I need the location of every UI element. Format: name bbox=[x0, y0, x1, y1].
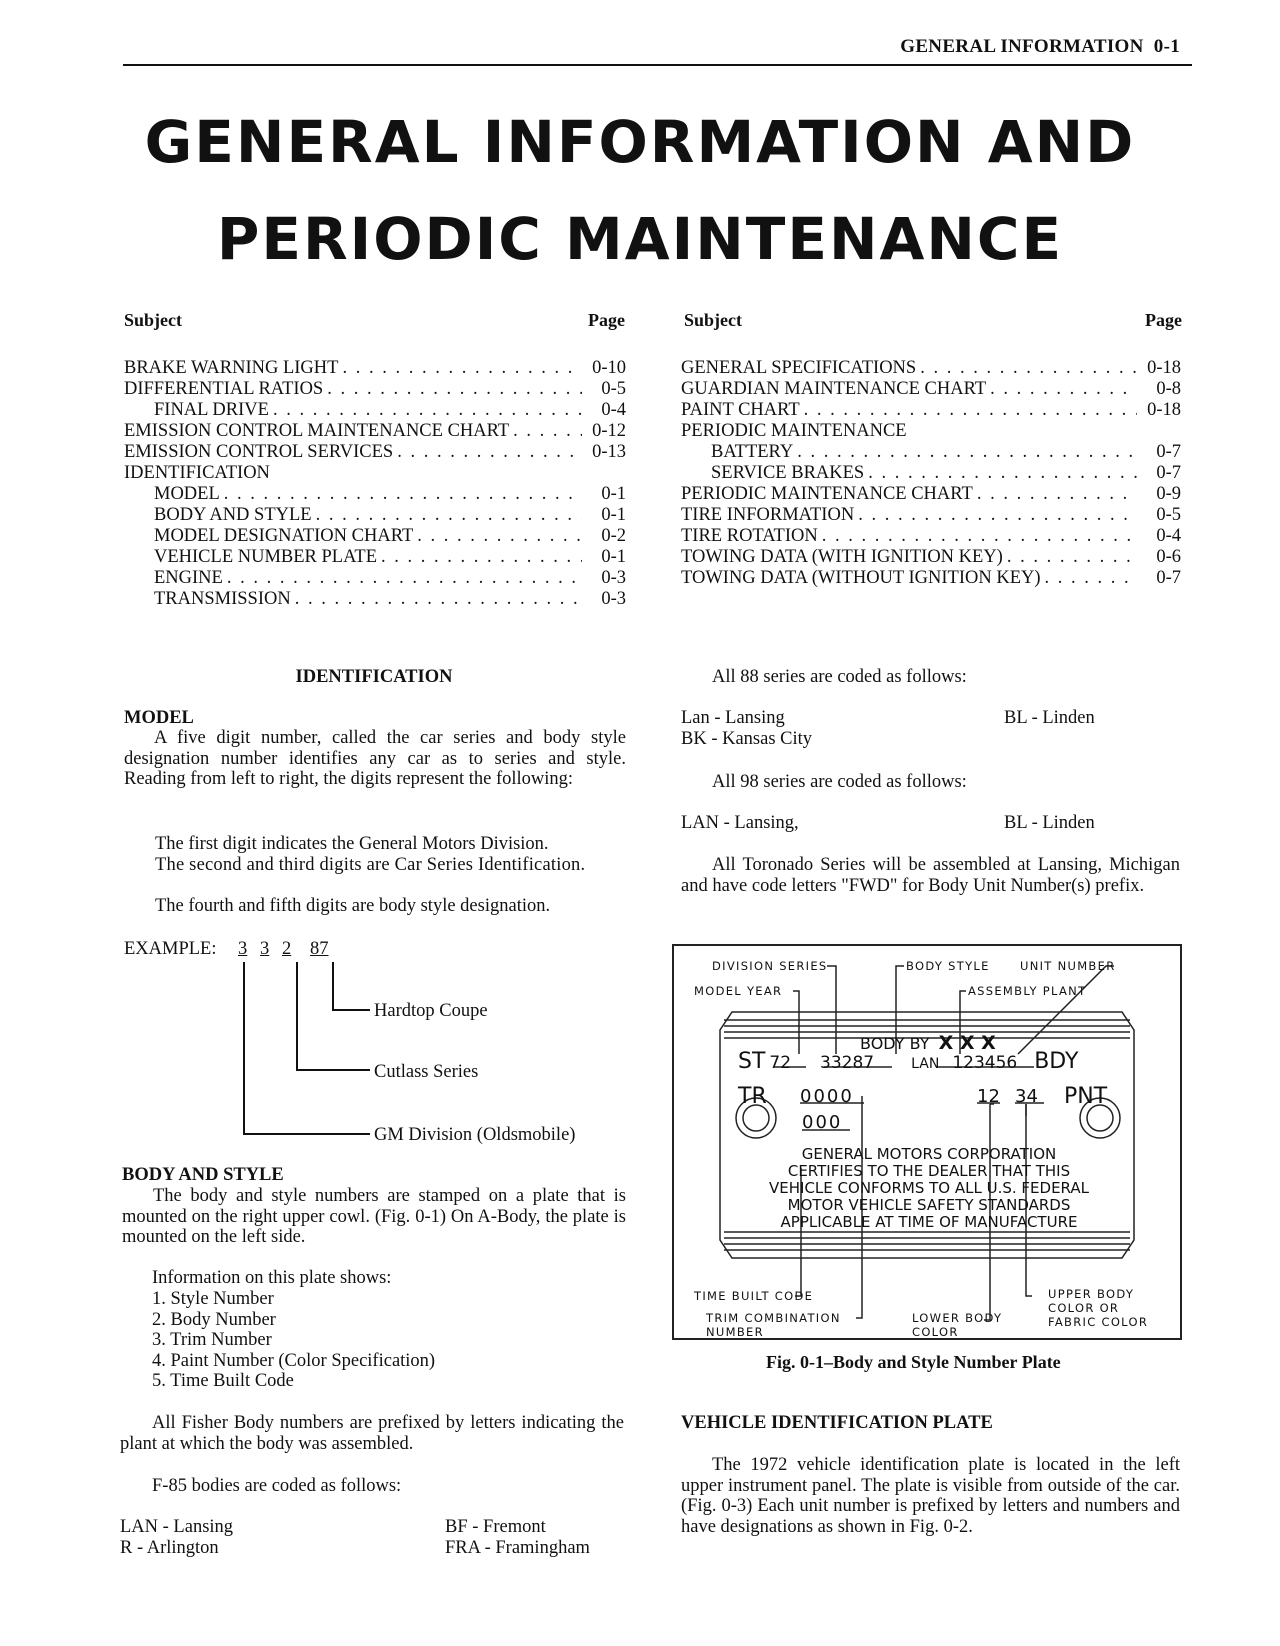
toc-leader-dots bbox=[1007, 547, 1137, 568]
plant-code: LAN - Lansing, bbox=[681, 813, 799, 833]
running-header bbox=[900, 36, 1180, 58]
plate-row-st bbox=[738, 1049, 1079, 1074]
callout-trim-combination bbox=[706, 1311, 841, 1339]
toc-entry-title: VEHICLE NUMBER PLATE bbox=[154, 547, 378, 567]
toc-entry-page: 0-10 bbox=[592, 358, 626, 378]
plate-cert-line: APPLICABLE AT TIME OF MANUFACTURE bbox=[780, 1213, 1078, 1231]
plate-year: 72 bbox=[769, 1053, 792, 1073]
toc-entry-page: 0-7 bbox=[1156, 568, 1181, 588]
s98-codes-col2 bbox=[1004, 813, 1095, 834]
plant-code: BK - Kansas City bbox=[681, 728, 813, 749]
toc-entry-title: TIRE ROTATION bbox=[681, 526, 818, 546]
vip-paragraph: The 1972 vehicle identification plate is located in the left upper instrument panel. The plate is visible from outside of the car. (Fig. 0-3) Each unit number is prefixed by letters and numbers and have designations as shown in Fig. 0-2. bbox=[681, 1455, 1180, 1537]
info-list bbox=[152, 1289, 435, 1392]
f85-codes-col1 bbox=[120, 1517, 233, 1558]
running-head-text: GENERAL INFORMATION bbox=[900, 36, 1144, 57]
f85-intro: F-85 bodies are coded as follows: bbox=[152, 1476, 402, 1496]
title-line-2: PERIODIC MAINTENANCE bbox=[216, 205, 1064, 273]
toc-leader-dots bbox=[990, 379, 1137, 400]
toc-entry-title: EMISSION CONTROL SERVICES bbox=[124, 442, 394, 462]
example-label: EXAMPLE: bbox=[124, 939, 217, 959]
toc-entry-title: BRAKE WARNING LIGHT bbox=[124, 358, 339, 378]
info-list-item: 4. Paint Number (Color Specification) bbox=[152, 1350, 436, 1371]
toc-entry-page: 0-7 bbox=[1156, 463, 1181, 483]
toc-entry-title: SERVICE BRAKES bbox=[711, 463, 865, 483]
page-number: 0-1 bbox=[1153, 36, 1180, 57]
toc-row bbox=[124, 463, 626, 484]
example-digit: 3 bbox=[260, 939, 270, 959]
toc-row bbox=[124, 442, 626, 463]
callout-upper-body-line3: FABRIC COLOR bbox=[1048, 1315, 1149, 1329]
callout-lower-body-line1: LOWER BODY bbox=[912, 1311, 1003, 1325]
toc-leader-dots bbox=[342, 358, 582, 379]
plant-code: BF - Fremont bbox=[445, 1517, 546, 1537]
toc-entry-page: 0-5 bbox=[601, 379, 626, 399]
info-list-item: 3. Trim Number bbox=[152, 1330, 272, 1350]
example-label-series: Cutlass Series bbox=[374, 1062, 479, 1082]
toc-row bbox=[124, 484, 626, 505]
plate-bdy: BDY bbox=[1034, 1049, 1079, 1074]
toc-entry-title: MODEL bbox=[154, 484, 220, 504]
digit23-text: The second and third digits are Car Series Identification. bbox=[155, 855, 586, 875]
toc-row bbox=[124, 421, 626, 442]
plate-unit-number: 123456 bbox=[952, 1053, 1018, 1073]
toc-leader-dots bbox=[1045, 568, 1137, 589]
toc-entry-title: FINAL DRIVE bbox=[154, 400, 269, 420]
toc-leader-dots bbox=[417, 526, 582, 547]
toc-entry-title: TOWING DATA (WITHOUT IGNITION KEY) bbox=[681, 568, 1041, 588]
example-label-division: GM Division (Oldsmobile) bbox=[374, 1125, 576, 1145]
toc-row bbox=[681, 442, 1181, 463]
plate-cert-line: CERTIFIES TO THE DEALER THAT THIS bbox=[787, 1162, 1071, 1180]
plant-code: BL - Linden bbox=[1004, 813, 1095, 833]
toc-row bbox=[124, 568, 626, 589]
model-paragraph: A five digit number, called the car series and body style designation number identifies any car as to series and style. Reading from left to right, the digits represent the following: bbox=[124, 728, 626, 789]
toc-left-page-label: Page bbox=[588, 310, 625, 330]
toc-entry-title: BODY AND STYLE bbox=[154, 505, 312, 525]
plate-paint2: 34 bbox=[1015, 1086, 1038, 1107]
toc-right-page-label: Page bbox=[1145, 310, 1182, 330]
toc-entry-page: 0-3 bbox=[601, 568, 626, 588]
plate-lan: LAN bbox=[911, 1056, 940, 1072]
toc-entry-page: 0-18 bbox=[1147, 400, 1181, 420]
toc-entry-page: 0-18 bbox=[1147, 358, 1181, 378]
plant-code: R - Arlington bbox=[120, 1537, 219, 1558]
plant-code: FRA - Framingham bbox=[445, 1537, 590, 1558]
plate-drawing bbox=[674, 946, 1180, 1338]
digit45-text: The fourth and fifth digits are body style designation. bbox=[155, 896, 551, 916]
plant-code: Lan - Lansing bbox=[681, 708, 785, 728]
toc-entry-title: PAINT CHART bbox=[681, 400, 800, 420]
toc-row bbox=[124, 589, 626, 610]
toc-entry-page: 0-3 bbox=[601, 589, 626, 609]
plate-body-by-label: BODY BY bbox=[860, 1034, 930, 1053]
toc-entry-title: PERIODIC MAINTENANCE CHART bbox=[681, 484, 973, 504]
plate-tr: TR bbox=[738, 1084, 767, 1109]
plate-xxx: X X X bbox=[938, 1032, 996, 1054]
callout-trim-combination-line2: NUMBER bbox=[706, 1325, 764, 1339]
toc-row bbox=[124, 526, 626, 547]
toc-entry-page: 0-4 bbox=[601, 400, 626, 420]
toc-entry-page: 0-2 bbox=[601, 526, 626, 546]
plate-cert-line: GENERAL MOTORS CORPORATION bbox=[801, 1145, 1057, 1163]
toc-leader-dots bbox=[858, 505, 1137, 526]
toc-leader-dots bbox=[273, 400, 582, 421]
toc-entry-page: 0-6 bbox=[1156, 547, 1181, 567]
callout-upper-body-line2: COLOR OR bbox=[1048, 1301, 1120, 1315]
toc-row bbox=[124, 547, 626, 568]
toc-right-subject-label: Subject bbox=[684, 310, 742, 330]
plate-cert-line: MOTOR VEHICLE SAFETY STANDARDS bbox=[787, 1196, 1071, 1214]
identification-heading: IDENTIFICATION bbox=[295, 667, 453, 687]
toc-row bbox=[681, 547, 1181, 568]
f85-codes-col2 bbox=[445, 1517, 590, 1558]
toc-entry-page: 0-1 bbox=[601, 505, 626, 525]
fisher-paragraph: All Fisher Body numbers are prefixed by letters indicating the plant at which the body was assembled. bbox=[120, 1413, 624, 1454]
toc-entry-title: TIRE INFORMATION bbox=[681, 505, 855, 525]
vip-heading: VEHICLE IDENTIFICATION PLATE bbox=[681, 1413, 993, 1433]
s98-intro: All 98 series are coded as follows: bbox=[712, 772, 967, 792]
toronado-paragraph: All Toronado Series will be assembled at Lansing, Michigan and have code letters "FWD" for Body Unit Number(s) prefix. bbox=[681, 855, 1180, 896]
toc-row bbox=[681, 379, 1181, 400]
callout-body-style: BODY STYLE bbox=[906, 959, 990, 973]
figure-caption: Fig. 0-1–Body and Style Number Plate bbox=[766, 1352, 1061, 1372]
toc-entry-page: 0-1 bbox=[601, 484, 626, 504]
callout-time-built: TIME BUILT CODE bbox=[694, 1289, 814, 1303]
toc-leader-dots bbox=[513, 421, 582, 442]
toc-row bbox=[124, 400, 626, 421]
toc-leader-dots bbox=[381, 547, 582, 568]
toc-entry-title: TOWING DATA (WITH IGNITION KEY) bbox=[681, 547, 1003, 567]
title-line-1: GENERAL INFORMATION AND bbox=[144, 108, 1136, 176]
s88-codes-col2 bbox=[1004, 708, 1095, 729]
example-digit: 3 bbox=[238, 939, 248, 959]
callout-lower-body-line2: COLOR bbox=[912, 1325, 959, 1339]
callout-division-series: DIVISION SERIES bbox=[712, 959, 828, 973]
toc-entry-page: 0-1 bbox=[601, 547, 626, 567]
toc-leader-dots bbox=[224, 484, 582, 505]
example-label-hardtop: Hardtop Coupe bbox=[374, 1001, 488, 1021]
toc-entry-page: 0-7 bbox=[1156, 442, 1181, 462]
toc-entry-title: PERIODIC MAINTENANCE bbox=[681, 421, 907, 441]
s98-codes-col1 bbox=[681, 813, 799, 834]
body-style-heading: BODY AND STYLE bbox=[122, 1165, 284, 1185]
s88-codes-col1 bbox=[681, 708, 812, 749]
toc-row bbox=[124, 505, 626, 526]
toc-leader-dots bbox=[920, 358, 1137, 379]
s88-intro: All 88 series are coded as follows: bbox=[712, 667, 967, 687]
plate-pnt: PNT bbox=[1064, 1084, 1108, 1109]
header-rule bbox=[123, 64, 1192, 66]
toc-entry-page: 0-9 bbox=[1156, 484, 1181, 504]
toc-entry-title: MODEL DESIGNATION CHART bbox=[154, 526, 414, 546]
toc-row bbox=[681, 421, 1181, 442]
plate-time: 000 bbox=[802, 1112, 843, 1133]
info-list-item: 2. Body Number bbox=[152, 1309, 276, 1330]
toc-entry-title: TRANSMISSION bbox=[154, 589, 291, 609]
callout-lower-body bbox=[912, 1311, 1002, 1339]
toc-row bbox=[681, 484, 1181, 505]
toc-leader-dots bbox=[397, 442, 582, 463]
plant-code: BL - Linden bbox=[1004, 708, 1095, 728]
model-heading: MODEL bbox=[124, 708, 194, 728]
plant-code: LAN - Lansing bbox=[120, 1517, 234, 1537]
callout-model-year: MODEL YEAR bbox=[694, 984, 783, 998]
callout-upper-body bbox=[1048, 1287, 1148, 1329]
info-list-item: 5. Time Built Code bbox=[152, 1371, 294, 1391]
figure-body-style-plate bbox=[672, 944, 1182, 1340]
toc-row bbox=[681, 463, 1181, 484]
plate-st: ST bbox=[738, 1049, 766, 1074]
toc-entry-title: ENGINE bbox=[154, 568, 223, 588]
toc-entry-title: GENERAL SPECIFICATIONS bbox=[681, 358, 917, 378]
toc-entry-page: 0-12 bbox=[592, 421, 626, 441]
toc-entry-page: 0-8 bbox=[1156, 379, 1181, 399]
plate-style-number: 33287 bbox=[820, 1053, 875, 1073]
toc-entry-title: EMISSION CONTROL MAINTENANCE CHART bbox=[124, 421, 510, 441]
plate-trim: 0000 bbox=[800, 1086, 854, 1107]
toc-right-list bbox=[681, 358, 1181, 589]
toc-entry-page: 0-4 bbox=[1156, 526, 1181, 546]
toc-leader-dots bbox=[868, 463, 1137, 484]
info-intro: Information on this plate shows: bbox=[152, 1268, 392, 1288]
toc-leader-dots bbox=[804, 400, 1137, 421]
body-style-paragraph: The body and style numbers are stamped on a plate that is mounted on the right upper cowl. (Fig. 0-1) On A-Body, the plate is mounted on the left side. bbox=[122, 1186, 626, 1247]
toc-entry-title: DIFFERENTIAL RATIOS bbox=[124, 379, 324, 399]
toc-entry-page: 0-13 bbox=[592, 442, 626, 462]
callout-trim-combination-line1: TRIM COMBINATION bbox=[706, 1311, 841, 1325]
toc-row bbox=[681, 400, 1181, 421]
toc-left-subject-label: Subject bbox=[124, 310, 182, 330]
toc-leader-dots bbox=[327, 379, 582, 400]
toc-leader-dots bbox=[977, 484, 1137, 505]
toc-row bbox=[681, 358, 1181, 379]
digit1-text: The first digit indicates the General Motors Division. bbox=[155, 834, 549, 854]
toc-entry-title: IDENTIFICATION bbox=[124, 463, 270, 483]
toc-leader-dots bbox=[797, 442, 1137, 463]
example-digit: 2 bbox=[282, 939, 292, 959]
toc-row bbox=[681, 526, 1181, 547]
info-list-item: 1. Style Number bbox=[152, 1289, 274, 1309]
plate-certification bbox=[764, 1146, 1094, 1231]
toc-leader-dots bbox=[295, 589, 582, 610]
toc-row bbox=[681, 505, 1181, 526]
toc-leader-dots bbox=[227, 568, 582, 589]
toc-left-list bbox=[124, 358, 626, 610]
toc-row bbox=[681, 568, 1181, 589]
example-digit: 87 bbox=[310, 939, 329, 959]
callout-unit-number: UNIT NUMBER bbox=[1020, 959, 1116, 973]
toc-leader-dots bbox=[316, 505, 582, 526]
plate-cert-line: VEHICLE CONFORMS TO ALL U.S. FEDERAL bbox=[769, 1179, 1089, 1197]
toc-entry-title: GUARDIAN MAINTENANCE CHART bbox=[681, 379, 987, 399]
callout-assembly-plant: ASSEMBLY PLANT bbox=[968, 984, 1087, 998]
callout-upper-body-line1: UPPER BODY bbox=[1048, 1287, 1135, 1301]
toc-leader-dots bbox=[822, 526, 1137, 547]
plate-paint1: 12 bbox=[977, 1086, 1000, 1107]
example-connector-lines bbox=[230, 960, 380, 1145]
toc-entry-page: 0-5 bbox=[1156, 505, 1181, 525]
toc-row bbox=[124, 379, 626, 400]
toc-row bbox=[124, 358, 626, 379]
toc-entry-title: BATTERY bbox=[711, 442, 794, 462]
